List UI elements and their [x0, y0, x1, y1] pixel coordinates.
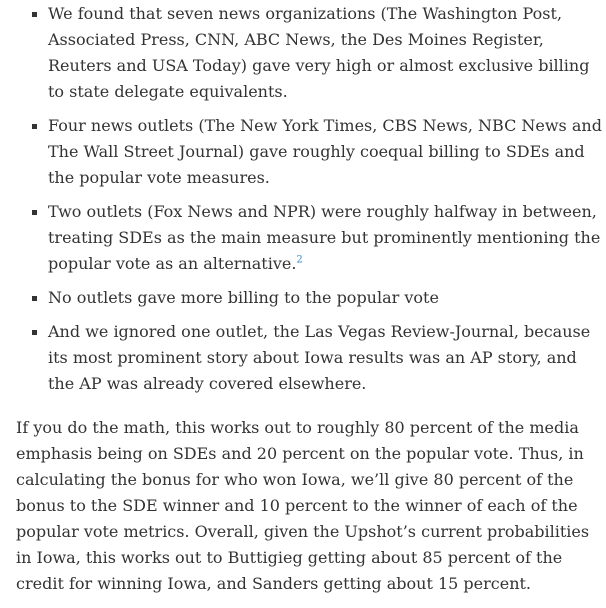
- bullet-icon: [32, 296, 37, 301]
- bullet-icon: [32, 12, 37, 17]
- list-item: [32, 199, 606, 277]
- list-item-text: We found that seven news organizations (The Washington Post, Associated Press, CNN, ABC News, the Des Moines Register, Reuters and USA Today) gave very high or almost exclusive billing to state delegate equivalents.: [48, 4, 590, 101]
- list-item-text: No outlets gave more billing to the popular vote: [48, 288, 439, 307]
- summary-paragraph: If you do the math, this works out to roughly 80 percent of the media emphasis being on SDEs and 20 percent on the popular vote. Thus, in calculating the bonus for who won Iowa, we’ll give 80 percent of the bonus to the SDE winner and 10 percent to the winner of each of the popular vote metrics. Overall, given the Upshot’s current probabilities in Iowa, this works out to Buttigieg getting about 85 percent of the credit for winning Iowa, and Sanders getting about 15 percent.: [16, 418, 590, 593]
- list-item: [32, 113, 606, 191]
- list-item-text: And we ignored one outlet, the Las Vegas Review-Journal, because its most prominent story about Iowa results was an AP story, and the AP was already covered elsewhere.: [48, 322, 591, 393]
- list-item: [32, 319, 606, 397]
- footnote-link[interactable]: 2: [296, 254, 303, 266]
- findings-list: [16, 1, 606, 397]
- list-item-text: Two outlets (Fox News and NPR) were roughly halfway in between, treating SDEs as the main measure but prominently mentioning the popular vote as an alternative.: [48, 202, 601, 273]
- bullet-icon: [32, 124, 37, 129]
- bullet-icon: [32, 330, 37, 335]
- list-item: [32, 1, 606, 105]
- bullet-icon: [32, 210, 37, 215]
- list-item-text: Four news outlets (The New York Times, CBS News, NBC News and The Wall Street Journal) gave roughly coequal billing to SDEs and the popular vote measures.: [48, 116, 602, 187]
- list-item: [32, 285, 606, 311]
